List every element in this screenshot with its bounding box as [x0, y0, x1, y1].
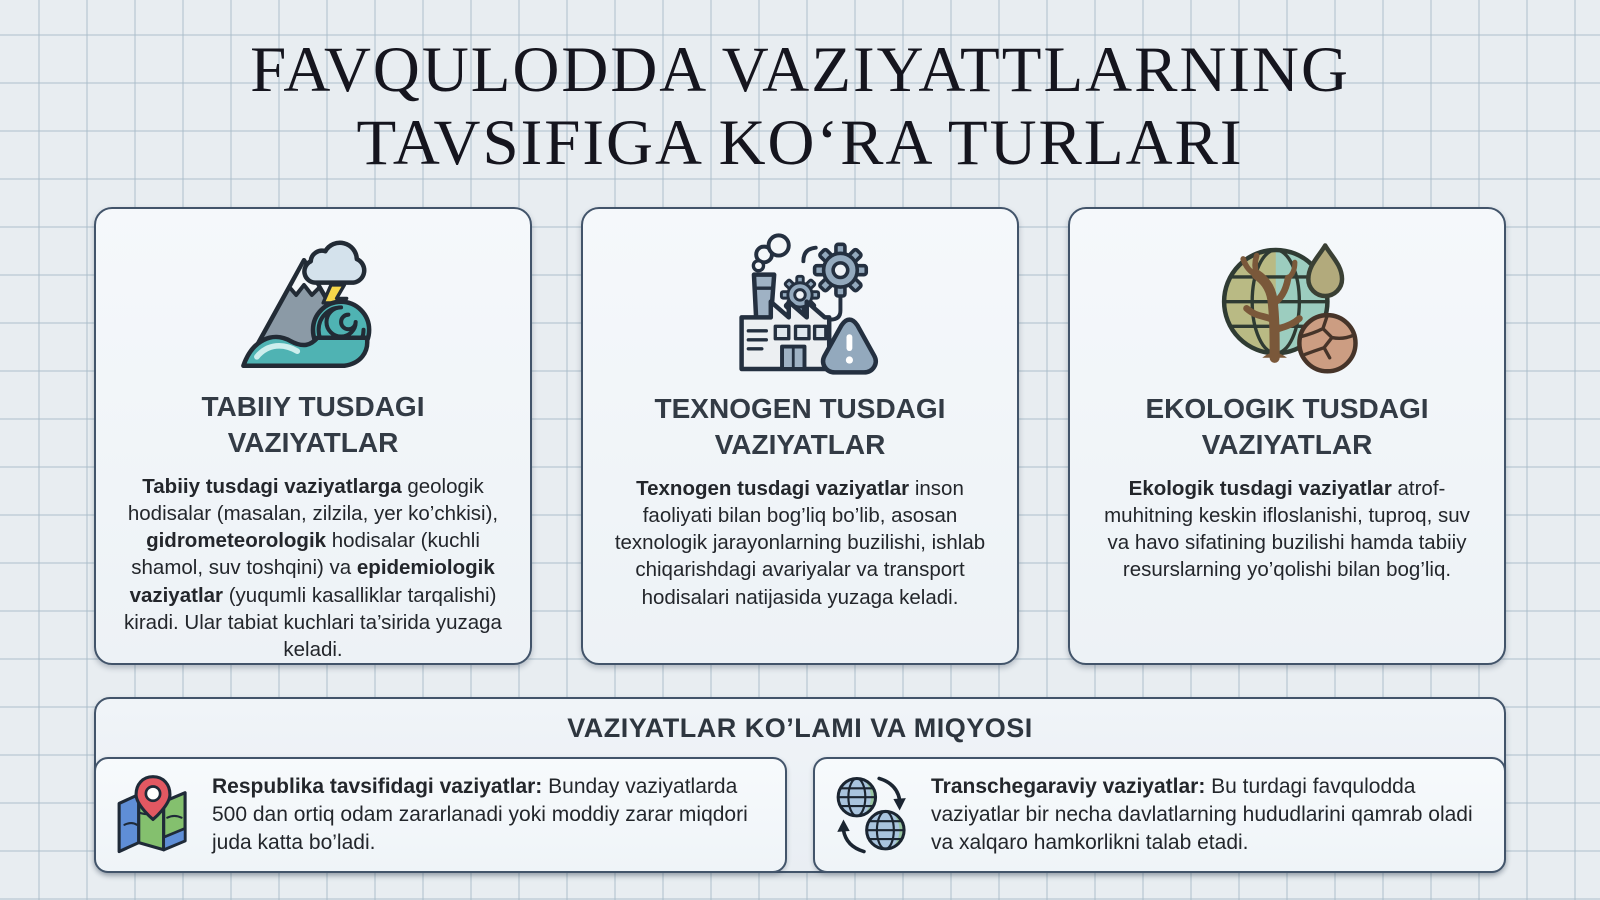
page-title	[0, 0, 1600, 181]
scale-card-transboundary-text: Transchegaraviy vaziyatlar: Bu turdagi favqulodda vaziyatlar bir necha davlatlarning hududlarini qamrab oladi va xalqaro hamkorlikni talab etadi.	[931, 774, 1473, 854]
scale-cards-row	[94, 757, 1506, 873]
scale-section-heading: VAZIYATLAR KO’LAMI VA MIQYOSI	[567, 712, 1033, 743]
polluted-globe-icon	[1208, 231, 1366, 379]
card-technogenic-body: Texnogen tusdagi vaziyatlar inson faoliyati bilan bog’liq bo’lib, asosan texnologik jarayonlarning buzilishi, ishlab chiqarishdagi avariyalar va transport hodisalari natijasida yuzaga keladi.	[614, 476, 986, 609]
factory-gears-warning-icon	[721, 231, 879, 379]
card-technogenic	[581, 207, 1019, 665]
map-pin-icon	[110, 771, 196, 859]
card-natural-heading: TABIIY TUSDAGI VAZIYATLAR	[201, 390, 425, 458]
card-natural-body: Tabiiy tusdagi vaziyatlarga geologik hodisalar (masalan, zilzila, yer ko’chkisi), gidrometeorologik hodisalar (kuchli shamol, suv toshqini) va epidemiologik vaziyatlar (yuqumli kasalliklar tarqalishi) kiradi. Ular tabiat kuchlari ta’sirida yuzaga keladi.	[124, 474, 502, 662]
card-natural	[94, 207, 532, 665]
card-technogenic-heading: TEXNOGEN TUSDAGI VAZIYATLAR	[654, 392, 946, 460]
mountain-storm-wave-icon	[234, 231, 392, 377]
scale-card-republic-text: Respublika tavsifidagi vaziyatlar: Bunday vaziyatlarda 500 dan ortiq odam zararlanadi yoki moddiy zarar miqdori juda katta bo’ladi.	[212, 774, 748, 854]
type-cards-row	[94, 207, 1506, 665]
card-ecological-heading: EKOLOGIK TUSDAGI VAZIYATLAR	[1145, 392, 1429, 460]
page-title-line1: FAVQULODDA VAZIYATTLARNING	[250, 34, 1350, 106]
scale-card-republic	[94, 757, 787, 873]
page-title-line2: TAVSIFIGA KO‘RA TURLARI	[356, 107, 1244, 180]
card-ecological-body: Ekologik tusdagi vaziyatlar atrof-muhitning keskin ifloslanishi, tuproq, suv va havo sifatining buzilishi hamda tabiiy resurslarning yo’qolishi bilan bog’liq.	[1104, 476, 1470, 582]
card-ecological	[1068, 207, 1506, 665]
scale-card-transboundary	[813, 757, 1506, 873]
globes-exchange-icon	[829, 771, 915, 859]
scale-section	[94, 697, 1506, 873]
